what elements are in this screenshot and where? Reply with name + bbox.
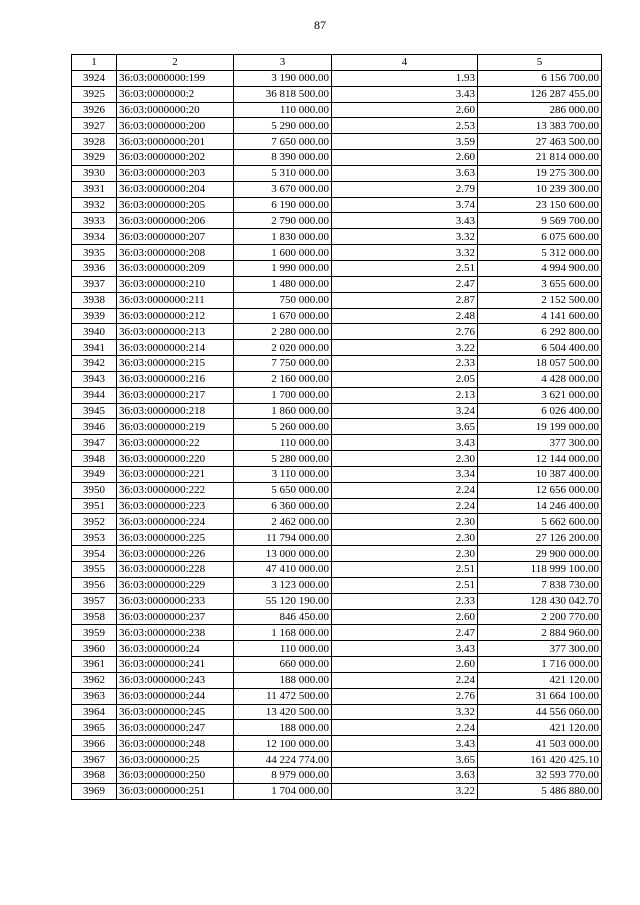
- table-row: [72, 451, 602, 467]
- total-cell: 377 300.00: [478, 641, 602, 657]
- table-row: [72, 530, 602, 546]
- cadastral-number-cell: 36:03:0000000:199: [117, 70, 234, 86]
- table-row: [72, 229, 602, 245]
- cadastral-number-cell: 36:03:0000000:241: [117, 657, 234, 673]
- value-cell: 8 979 000.00: [234, 767, 332, 783]
- cadastral-number-cell: 36:03:0000000:247: [117, 720, 234, 736]
- cadastral-number-cell: 36:03:0000000:205: [117, 197, 234, 213]
- row-number-cell: 3924: [72, 70, 117, 86]
- coefficient-cell: 2.60: [332, 609, 478, 625]
- total-cell: 3 655 600.00: [478, 276, 602, 292]
- coefficient-cell: 2.30: [332, 530, 478, 546]
- cadastral-number-cell: 36:03:0000000:221: [117, 466, 234, 482]
- cadastral-number-cell: 36:03:0000000:248: [117, 736, 234, 752]
- value-cell: 1 990 000.00: [234, 260, 332, 276]
- value-cell: 1 860 000.00: [234, 403, 332, 419]
- table-row: [72, 767, 602, 783]
- table-row: [72, 593, 602, 609]
- table-row: [72, 70, 602, 86]
- value-cell: 3 190 000.00: [234, 70, 332, 86]
- row-number-cell: 3947: [72, 435, 117, 451]
- value-cell: 12 100 000.00: [234, 736, 332, 752]
- row-number-cell: 3944: [72, 387, 117, 403]
- cadastral-number-cell: 36:03:0000000:217: [117, 387, 234, 403]
- row-number-cell: 3966: [72, 736, 117, 752]
- total-cell: 44 556 060.00: [478, 704, 602, 720]
- coefficient-cell: 3.65: [332, 752, 478, 768]
- row-number-cell: 3929: [72, 150, 117, 166]
- coefficient-cell: 3.65: [332, 419, 478, 435]
- cadastral-number-cell: 36:03:0000000:209: [117, 260, 234, 276]
- cadastral-number-cell: 36:03:0000000:216: [117, 371, 234, 387]
- row-number-cell: 3955: [72, 562, 117, 578]
- total-cell: 19 199 000.00: [478, 419, 602, 435]
- row-number-cell: 3952: [72, 514, 117, 530]
- row-number-cell: 3959: [72, 625, 117, 641]
- coefficient-cell: 3.32: [332, 245, 478, 261]
- table-row: [72, 482, 602, 498]
- coefficient-cell: 2.47: [332, 625, 478, 641]
- coefficient-cell: 3.22: [332, 340, 478, 356]
- cadastral-number-cell: 36:03:0000000:207: [117, 229, 234, 245]
- cadastral-number-cell: 36:03:0000000:251: [117, 783, 234, 799]
- value-cell: 44 224 774.00: [234, 752, 332, 768]
- table-row: [72, 657, 602, 673]
- value-cell: 8 390 000.00: [234, 150, 332, 166]
- total-cell: 1 716 000.00: [478, 657, 602, 673]
- cadastral-number-cell: 36:03:0000000:204: [117, 181, 234, 197]
- row-number-cell: 3948: [72, 451, 117, 467]
- column-header: 2: [117, 55, 234, 71]
- total-cell: 2 200 770.00: [478, 609, 602, 625]
- coefficient-cell: 2.51: [332, 260, 478, 276]
- value-cell: 5 310 000.00: [234, 165, 332, 181]
- coefficient-cell: 2.79: [332, 181, 478, 197]
- total-cell: 377 300.00: [478, 435, 602, 451]
- value-cell: 110 000.00: [234, 102, 332, 118]
- table-row: [72, 134, 602, 150]
- row-number-cell: 3927: [72, 118, 117, 134]
- coefficient-cell: 2.30: [332, 514, 478, 530]
- value-cell: 1 830 000.00: [234, 229, 332, 245]
- row-number-cell: 3957: [72, 593, 117, 609]
- value-cell: 188 000.00: [234, 720, 332, 736]
- row-number-cell: 3943: [72, 371, 117, 387]
- table-row: [72, 340, 602, 356]
- coefficient-cell: 2.76: [332, 688, 478, 704]
- total-cell: 32 593 770.00: [478, 767, 602, 783]
- coefficient-cell: 3.32: [332, 704, 478, 720]
- table-row: [72, 292, 602, 308]
- row-number-cell: 3933: [72, 213, 117, 229]
- total-cell: 13 383 700.00: [478, 118, 602, 134]
- table-row: [72, 260, 602, 276]
- table-row: [72, 514, 602, 530]
- coefficient-cell: 2.05: [332, 371, 478, 387]
- total-cell: 6 075 600.00: [478, 229, 602, 245]
- cadastral-number-cell: 36:03:0000000:223: [117, 498, 234, 514]
- value-cell: 11 794 000.00: [234, 530, 332, 546]
- total-cell: 6 026 400.00: [478, 403, 602, 419]
- table-row: [72, 356, 602, 372]
- total-cell: 4 994 900.00: [478, 260, 602, 276]
- value-cell: 2 280 000.00: [234, 324, 332, 340]
- total-cell: 128 430 042.70: [478, 593, 602, 609]
- cadastral-number-cell: 36:03:0000000:238: [117, 625, 234, 641]
- total-cell: 6 292 800.00: [478, 324, 602, 340]
- total-cell: 118 999 100.00: [478, 562, 602, 578]
- value-cell: 5 260 000.00: [234, 419, 332, 435]
- value-cell: 1 480 000.00: [234, 276, 332, 292]
- coefficient-cell: 2.60: [332, 657, 478, 673]
- total-cell: 421 120.00: [478, 672, 602, 688]
- cadastral-number-cell: 36:03:0000000:24: [117, 641, 234, 657]
- coefficient-cell: 2.24: [332, 720, 478, 736]
- table-row: [72, 324, 602, 340]
- page-number: 87: [314, 18, 326, 32]
- total-cell: 5 486 880.00: [478, 783, 602, 799]
- row-number-cell: 3937: [72, 276, 117, 292]
- cadastral-number-cell: 36:03:0000000:213: [117, 324, 234, 340]
- total-cell: 27 463 500.00: [478, 134, 602, 150]
- table-row: [72, 245, 602, 261]
- column-header: 4: [332, 55, 478, 71]
- coefficient-cell: 3.22: [332, 783, 478, 799]
- table-row: [72, 641, 602, 657]
- row-number-cell: 3935: [72, 245, 117, 261]
- coefficient-cell: 2.76: [332, 324, 478, 340]
- total-cell: 2 152 500.00: [478, 292, 602, 308]
- total-cell: 18 057 500.00: [478, 356, 602, 372]
- value-cell: 55 120 190.00: [234, 593, 332, 609]
- table-row: [72, 102, 602, 118]
- cadastral-number-cell: 36:03:0000000:210: [117, 276, 234, 292]
- value-cell: 13 420 500.00: [234, 704, 332, 720]
- table-row: [72, 672, 602, 688]
- table-row: [72, 704, 602, 720]
- cadastral-number-cell: 36:03:0000000:219: [117, 419, 234, 435]
- table-body: [72, 70, 602, 799]
- value-cell: 660 000.00: [234, 657, 332, 673]
- row-number-cell: 3931: [72, 181, 117, 197]
- total-cell: 2 884 960.00: [478, 625, 602, 641]
- coefficient-cell: 2.48: [332, 308, 478, 324]
- value-cell: 2 160 000.00: [234, 371, 332, 387]
- total-cell: 161 420 425.10: [478, 752, 602, 768]
- total-cell: 31 664 100.00: [478, 688, 602, 704]
- row-number-cell: 3941: [72, 340, 117, 356]
- row-number-cell: 3945: [72, 403, 117, 419]
- row-number-cell: 3932: [72, 197, 117, 213]
- row-number-cell: 3928: [72, 134, 117, 150]
- total-cell: 29 900 000.00: [478, 546, 602, 562]
- table-row: [72, 308, 602, 324]
- table-row: [72, 86, 602, 102]
- table-row: [72, 276, 602, 292]
- cadastral-value-table: [71, 54, 602, 800]
- coefficient-cell: 1.93: [332, 70, 478, 86]
- cadastral-number-cell: 36:03:0000000:222: [117, 482, 234, 498]
- coefficient-cell: 2.87: [332, 292, 478, 308]
- table-row: [72, 387, 602, 403]
- total-cell: 4 141 600.00: [478, 308, 602, 324]
- value-cell: 110 000.00: [234, 641, 332, 657]
- row-number-cell: 3938: [72, 292, 117, 308]
- value-cell: 7 650 000.00: [234, 134, 332, 150]
- row-number-cell: 3940: [72, 324, 117, 340]
- table-row: [72, 197, 602, 213]
- value-cell: 110 000.00: [234, 435, 332, 451]
- row-number-cell: 3967: [72, 752, 117, 768]
- row-number-cell: 3965: [72, 720, 117, 736]
- cadastral-number-cell: 36:03:0000000:20: [117, 102, 234, 118]
- total-cell: 7 838 730.00: [478, 577, 602, 593]
- row-number-cell: 3925: [72, 86, 117, 102]
- table-row: [72, 118, 602, 134]
- cadastral-number-cell: 36:03:0000000:229: [117, 577, 234, 593]
- value-cell: 2 462 000.00: [234, 514, 332, 530]
- row-number-cell: 3969: [72, 783, 117, 799]
- value-cell: 13 000 000.00: [234, 546, 332, 562]
- table-row: [72, 736, 602, 752]
- cadastral-number-cell: 36:03:0000000:233: [117, 593, 234, 609]
- value-cell: 1 670 000.00: [234, 308, 332, 324]
- coefficient-cell: 2.60: [332, 150, 478, 166]
- table-row: [72, 403, 602, 419]
- table-row: [72, 609, 602, 625]
- coefficient-cell: 2.51: [332, 562, 478, 578]
- value-cell: 1 600 000.00: [234, 245, 332, 261]
- table-row: [72, 546, 602, 562]
- value-cell: 6 190 000.00: [234, 197, 332, 213]
- cadastral-number-cell: 36:03:0000000:243: [117, 672, 234, 688]
- row-number-cell: 3961: [72, 657, 117, 673]
- table-row: [72, 752, 602, 768]
- table-row: [72, 688, 602, 704]
- value-cell: 1 168 000.00: [234, 625, 332, 641]
- coefficient-cell: 2.24: [332, 482, 478, 498]
- row-number-cell: 3934: [72, 229, 117, 245]
- row-number-cell: 3968: [72, 767, 117, 783]
- total-cell: 5 662 600.00: [478, 514, 602, 530]
- coefficient-cell: 2.24: [332, 498, 478, 514]
- value-cell: 3 123 000.00: [234, 577, 332, 593]
- coefficient-cell: 3.63: [332, 165, 478, 181]
- coefficient-cell: 2.30: [332, 546, 478, 562]
- table-row: [72, 419, 602, 435]
- value-cell: 3 670 000.00: [234, 181, 332, 197]
- total-cell: 12 656 000.00: [478, 482, 602, 498]
- cadastral-number-cell: 36:03:0000000:218: [117, 403, 234, 419]
- table-row: [72, 435, 602, 451]
- table-row: [72, 181, 602, 197]
- total-cell: 9 569 700.00: [478, 213, 602, 229]
- cadastral-number-cell: 36:03:0000000:212: [117, 308, 234, 324]
- total-cell: 41 503 000.00: [478, 736, 602, 752]
- coefficient-cell: 2.33: [332, 356, 478, 372]
- cadastral-number-cell: 36:03:0000000:22: [117, 435, 234, 451]
- row-number-cell: 3930: [72, 165, 117, 181]
- value-cell: 846 450.00: [234, 609, 332, 625]
- row-number-cell: 3953: [72, 530, 117, 546]
- total-cell: 21 814 000.00: [478, 150, 602, 166]
- cadastral-number-cell: 36:03:0000000:224: [117, 514, 234, 530]
- cadastral-number-cell: 36:03:0000000:206: [117, 213, 234, 229]
- total-cell: 27 126 200.00: [478, 530, 602, 546]
- coefficient-cell: 2.13: [332, 387, 478, 403]
- coefficient-cell: 3.59: [332, 134, 478, 150]
- cadastral-number-cell: 36:03:0000000:226: [117, 546, 234, 562]
- table-row: [72, 371, 602, 387]
- total-cell: 6 504 400.00: [478, 340, 602, 356]
- value-cell: 2 020 000.00: [234, 340, 332, 356]
- cadastral-number-cell: 36:03:0000000:215: [117, 356, 234, 372]
- row-number-cell: 3954: [72, 546, 117, 562]
- row-number-cell: 3964: [72, 704, 117, 720]
- value-cell: 47 410 000.00: [234, 562, 332, 578]
- table-row: [72, 213, 602, 229]
- table-row: [72, 562, 602, 578]
- cadastral-number-cell: 36:03:0000000:200: [117, 118, 234, 134]
- cadastral-number-cell: 36:03:0000000:211: [117, 292, 234, 308]
- row-number-cell: 3962: [72, 672, 117, 688]
- total-cell: 19 275 300.00: [478, 165, 602, 181]
- table-row: [72, 720, 602, 736]
- total-cell: 126 287 455.00: [478, 86, 602, 102]
- value-cell: 5 650 000.00: [234, 482, 332, 498]
- column-header: 3: [234, 55, 332, 71]
- value-cell: 5 280 000.00: [234, 451, 332, 467]
- cadastral-number-cell: 36:03:0000000:225: [117, 530, 234, 546]
- coefficient-cell: 3.43: [332, 213, 478, 229]
- cadastral-number-cell: 36:03:0000000:208: [117, 245, 234, 261]
- value-cell: 188 000.00: [234, 672, 332, 688]
- coefficient-cell: 2.24: [332, 672, 478, 688]
- value-cell: 7 750 000.00: [234, 356, 332, 372]
- column-header: 1: [72, 55, 117, 71]
- total-cell: 10 387 400.00: [478, 466, 602, 482]
- cadastral-number-cell: 36:03:0000000:203: [117, 165, 234, 181]
- cadastral-number-cell: 36:03:0000000:201: [117, 134, 234, 150]
- coefficient-cell: 3.43: [332, 641, 478, 657]
- cadastral-number-cell: 36:03:0000000:250: [117, 767, 234, 783]
- table-row: [72, 466, 602, 482]
- coefficient-cell: 3.32: [332, 229, 478, 245]
- row-number-cell: 3939: [72, 308, 117, 324]
- coefficient-cell: 2.47: [332, 276, 478, 292]
- cadastral-number-cell: 36:03:0000000:244: [117, 688, 234, 704]
- value-cell: 1 700 000.00: [234, 387, 332, 403]
- coefficient-cell: 3.34: [332, 466, 478, 482]
- row-number-cell: 3926: [72, 102, 117, 118]
- total-cell: 10 239 300.00: [478, 181, 602, 197]
- row-number-cell: 3946: [72, 419, 117, 435]
- total-cell: 4 428 000.00: [478, 371, 602, 387]
- coefficient-cell: 3.63: [332, 767, 478, 783]
- cadastral-number-cell: 36:03:0000000:2: [117, 86, 234, 102]
- cadastral-number-cell: 36:03:0000000:228: [117, 562, 234, 578]
- cadastral-number-cell: 36:03:0000000:214: [117, 340, 234, 356]
- row-number-cell: 3936: [72, 260, 117, 276]
- row-number-cell: 3958: [72, 609, 117, 625]
- total-cell: 12 144 000.00: [478, 451, 602, 467]
- coefficient-cell: 2.53: [332, 118, 478, 134]
- value-cell: 1 704 000.00: [234, 783, 332, 799]
- total-cell: 5 312 000.00: [478, 245, 602, 261]
- cadastral-number-cell: 36:03:0000000:202: [117, 150, 234, 166]
- coefficient-cell: 2.51: [332, 577, 478, 593]
- coefficient-cell: 2.60: [332, 102, 478, 118]
- value-cell: 11 472 500.00: [234, 688, 332, 704]
- cadastral-number-cell: 36:03:0000000:25: [117, 752, 234, 768]
- row-number-cell: 3960: [72, 641, 117, 657]
- total-cell: 14 246 400.00: [478, 498, 602, 514]
- total-cell: 23 150 600.00: [478, 197, 602, 213]
- cadastral-number-cell: 36:03:0000000:237: [117, 609, 234, 625]
- value-cell: 6 360 000.00: [234, 498, 332, 514]
- cadastral-number-cell: 36:03:0000000:220: [117, 451, 234, 467]
- value-cell: 5 290 000.00: [234, 118, 332, 134]
- coefficient-cell: 2.30: [332, 451, 478, 467]
- table-header-row: [72, 55, 602, 71]
- row-number-cell: 3963: [72, 688, 117, 704]
- value-cell: 3 110 000.00: [234, 466, 332, 482]
- table-row: [72, 498, 602, 514]
- table-row: [72, 150, 602, 166]
- row-number-cell: 3950: [72, 482, 117, 498]
- total-cell: 421 120.00: [478, 720, 602, 736]
- table-row: [72, 577, 602, 593]
- total-cell: 3 621 000.00: [478, 387, 602, 403]
- row-number-cell: 3949: [72, 466, 117, 482]
- value-cell: 2 790 000.00: [234, 213, 332, 229]
- table-row: [72, 165, 602, 181]
- table-row: [72, 783, 602, 799]
- table-row: [72, 625, 602, 641]
- row-number-cell: 3956: [72, 577, 117, 593]
- value-cell: 36 818 500.00: [234, 86, 332, 102]
- coefficient-cell: 3.24: [332, 403, 478, 419]
- value-cell: 750 000.00: [234, 292, 332, 308]
- coefficient-cell: 3.74: [332, 197, 478, 213]
- cadastral-number-cell: 36:03:0000000:245: [117, 704, 234, 720]
- column-header: 5: [478, 55, 602, 71]
- coefficient-cell: 3.43: [332, 86, 478, 102]
- row-number-cell: 3951: [72, 498, 117, 514]
- coefficient-cell: 2.33: [332, 593, 478, 609]
- total-cell: 6 156 700.00: [478, 70, 602, 86]
- row-number-cell: 3942: [72, 356, 117, 372]
- total-cell: 286 000.00: [478, 102, 602, 118]
- coefficient-cell: 3.43: [332, 435, 478, 451]
- coefficient-cell: 3.43: [332, 736, 478, 752]
